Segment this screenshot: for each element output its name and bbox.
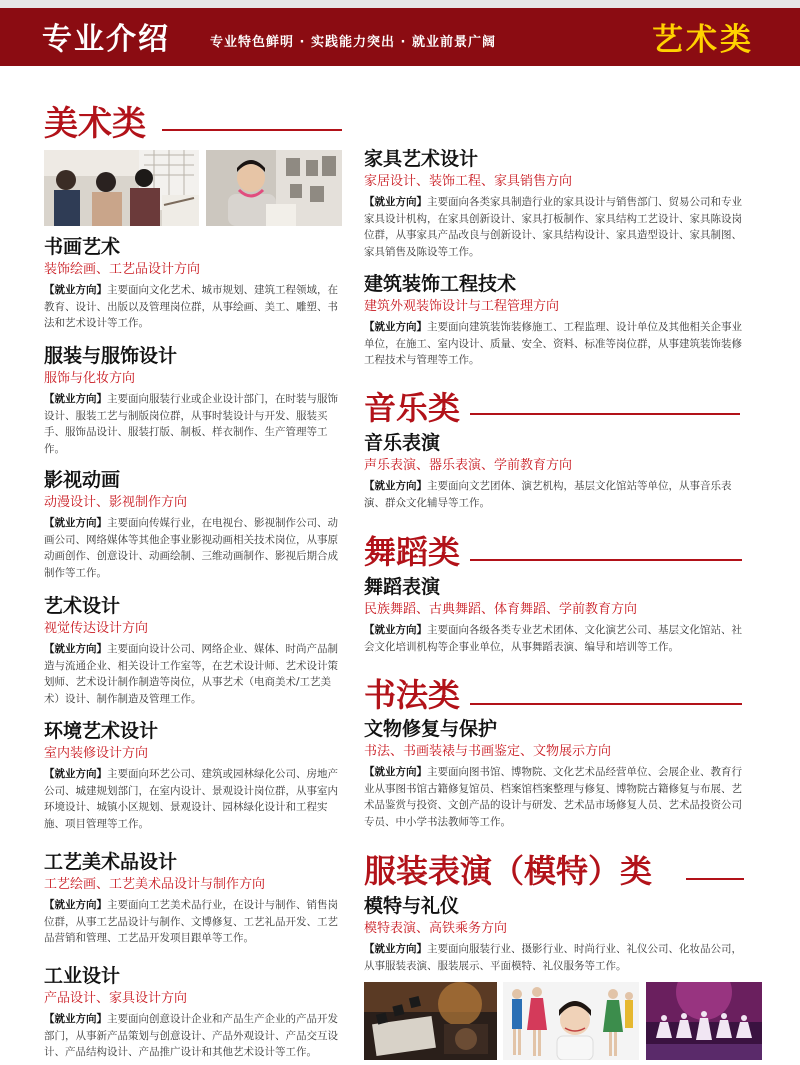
major-title: 建筑装饰工程技术 <box>364 273 517 295</box>
employment-label: 【就业方向】 <box>44 393 107 405</box>
major-description: 【就业方向】主要面向服装行业、摄影行业、时尚行业、礼仪公司、化妆品公司，从事服装表演、服装展示、平面模特、礼仪服务等工作。 <box>364 943 742 972</box>
header-tagline: 专业特色鲜明 · 实践能力突出 · 就业前景广阔 <box>210 35 496 50</box>
category-modeling: 服装表演（模特）类 <box>364 852 653 890</box>
major-direction: 家居设计、装饰工程、家具销售方向 <box>364 174 573 189</box>
major-description: 【就业方向】主要面向工艺美术品行业，在设计与制作、销售岗位群，从事工艺品设计与制作、文博修复、工艺礼品开发、工艺品营销和管理、工艺品开发项目跟单等工作。 <box>44 899 338 944</box>
employment-label: 【就业方向】 <box>364 766 427 778</box>
category-underline <box>470 413 740 415</box>
major-direction: 室内装修设计方向 <box>44 746 149 761</box>
major-description: 【就业方向】主要面向环艺公司、建筑或园林绿化公司、房地产公司、城建规划部门，在室内设计、景观设计岗位群，从事室内环境设计、城镇小区规划、景观设计、园林绿化设计和工程实施、项目管理等工作。 <box>44 768 338 830</box>
major-description: 【就业方向】主要面向建筑装饰装修施工、工程监理、设计单位及其他相关企事业单位，在施工、室内设计、质量、安全、资料、标准等岗位群，从事建筑装饰装修工程技术与管理等工作。 <box>364 321 742 366</box>
major-item <box>44 344 344 457</box>
employment-label: 【就业方向】 <box>44 899 107 911</box>
header-banner <box>0 0 800 66</box>
header-category: 艺术类 <box>652 22 754 58</box>
major-item <box>44 468 344 581</box>
major-title: 模特与礼仪 <box>364 895 460 917</box>
major-item <box>364 717 744 830</box>
major-direction: 模特表演、高铁乘务方向 <box>364 921 508 936</box>
dance-stage-photo <box>646 982 762 1060</box>
major-description: 【就业方向】主要面向设计公司、网络企业、媒体、时尚产品制造与流通企业、相关设计工作室等，在艺术设计师、艺术设计策划师、艺术设计制作制造等岗位，从事艺术（电商美术/工艺美术）设计、制作制造及管理工作。 <box>44 643 338 705</box>
major-item <box>364 431 744 511</box>
major-description: 【就业方向】主要面向图书馆、博物院、文化艺术品经营单位、会展企业、教育行业从事图书馆古籍修复馆员、档案馆档案整理与修复、博物院古籍修复与布展、艺术品鉴赏与投资、文创产品的设计与研发、艺术品市场修复人员、艺术品投资公司专员、中小学书法教师等工作。 <box>364 766 742 828</box>
major-title: 书画艺术 <box>44 236 121 258</box>
employment-label: 【就业方向】 <box>364 321 427 333</box>
major-item <box>44 850 344 947</box>
major-title: 艺术设计 <box>44 595 121 617</box>
major-direction: 工艺绘画、工艺美术品设计与制作方向 <box>44 877 266 892</box>
major-direction: 动漫设计、影视制作方向 <box>44 495 188 510</box>
major-title: 工业设计 <box>44 965 121 987</box>
major-description: 【就业方向】主要面向各类家具制造行业的家具设计与销售部门、贸易公司和专业家具设计机构，在家具创新设计、家具打板制作、家具结构工艺设计、家具陈设岗位群，从事家具产品改良与创新设计、家具结构设计、家具造型设计、家具制图、家具销售及陈设等工作。 <box>364 196 742 258</box>
major-title: 服装与服饰设计 <box>44 345 178 367</box>
employment-label: 【就业方向】 <box>44 1013 107 1025</box>
employment-label: 【就业方向】 <box>364 480 427 492</box>
major-title: 家具艺术设计 <box>364 148 479 170</box>
major-direction: 建筑外观装饰设计与工程管理方向 <box>364 299 560 314</box>
category-calligraphy: 书法类 <box>364 676 461 714</box>
major-item <box>364 894 744 974</box>
major-title: 舞蹈表演 <box>364 576 441 598</box>
dance-stage-image <box>646 982 762 1060</box>
category-music: 音乐类 <box>364 389 461 427</box>
major-direction: 产品设计、家具设计方向 <box>44 991 188 1006</box>
major-title: 音乐表演 <box>364 432 441 454</box>
student-portrait-image <box>206 150 342 226</box>
employment-label: 【就业方向】 <box>44 517 107 529</box>
fashion-models-photo <box>503 982 639 1060</box>
major-direction: 声乐表演、器乐表演、学前教育方向 <box>364 458 573 473</box>
category-fine-arts: 美术类 <box>44 104 146 144</box>
student-portrait-photo <box>206 150 342 226</box>
students-painting-photo <box>44 150 199 226</box>
major-item <box>364 272 744 369</box>
major-description: 【就业方向】主要面向文艺团体、演艺机构，基层文化馆站等单位，从事音乐表演、群众文化辅导等工作。 <box>364 480 732 509</box>
major-item <box>44 235 344 332</box>
page-title: 专业介绍 <box>42 22 170 57</box>
fashion-models-image <box>503 982 639 1060</box>
students-painting-image <box>44 150 199 226</box>
employment-label: 【就业方向】 <box>44 643 107 655</box>
category-dance: 舞蹈类 <box>364 533 461 571</box>
major-item <box>44 594 344 707</box>
major-item <box>364 575 744 655</box>
major-description: 【就业方向】主要面向文化艺术、城市规划、建筑工程领域，在教育、设计、出版以及管理岗位群，从事绘画、美工、雕塑、书法和艺术设计等工作。 <box>44 284 338 329</box>
major-item <box>364 147 744 260</box>
major-description: 【就业方向】主要面向传媒行业，在电视台、影视制作公司、动画公司、网络媒体等其他企事业影视动画相关技术岗位，从事原动画创作、创意设计、动画绘制、三维动画制作、影视后期合成制作等工作。 <box>44 517 338 579</box>
major-direction: 服饰与化妆方向 <box>44 371 136 386</box>
major-description: 【就业方向】主要面向服装行业或企业设计部门，在时装与服饰设计、服装工艺与制版岗位群，从事时装设计与开发、服装买手、服饰品设计、服装打版、制板、样衣制作、生产管理等工作。 <box>44 393 338 455</box>
major-title: 环境艺术设计 <box>44 720 159 742</box>
employment-label: 【就业方向】 <box>364 943 427 955</box>
film-clapper-photo <box>364 982 497 1060</box>
major-title: 影视动画 <box>44 469 121 491</box>
major-direction: 书法、书画装裱与书画鉴定、文物展示方向 <box>364 744 612 759</box>
major-direction: 民族舞蹈、古典舞蹈、体育舞蹈、学前教育方向 <box>364 602 638 617</box>
category-underline <box>470 703 742 705</box>
category-underline <box>470 559 742 561</box>
major-description: 【就业方向】主要面向创意设计企业和产品生产企业的产品开发部门，从事新产品策划与创意设计、产品外观设计、产品交互设计、产品结构设计、产品推广设计和其他艺术设计等工作。 <box>44 1013 338 1058</box>
film-clapper-image <box>364 982 497 1060</box>
employment-label: 【就业方向】 <box>44 284 107 296</box>
major-title: 文物修复与保护 <box>364 718 498 740</box>
major-direction: 视觉传达设计方向 <box>44 621 149 636</box>
major-item <box>44 719 344 832</box>
employment-label: 【就业方向】 <box>364 196 427 208</box>
major-item <box>44 964 344 1061</box>
employment-label: 【就业方向】 <box>364 624 427 636</box>
major-title: 工艺美术品设计 <box>44 851 178 873</box>
category-underline <box>162 129 342 131</box>
major-direction: 装饰绘画、工艺品设计方向 <box>44 262 201 277</box>
major-description: 【就业方向】主要面向各级各类专业艺术团体、文化演艺公司、基层文化馆站、社会文化培训机构等企事业单位，从事舞蹈表演、编导和培训等工作。 <box>364 624 742 653</box>
employment-label: 【就业方向】 <box>44 768 107 780</box>
category-underline <box>686 878 744 880</box>
